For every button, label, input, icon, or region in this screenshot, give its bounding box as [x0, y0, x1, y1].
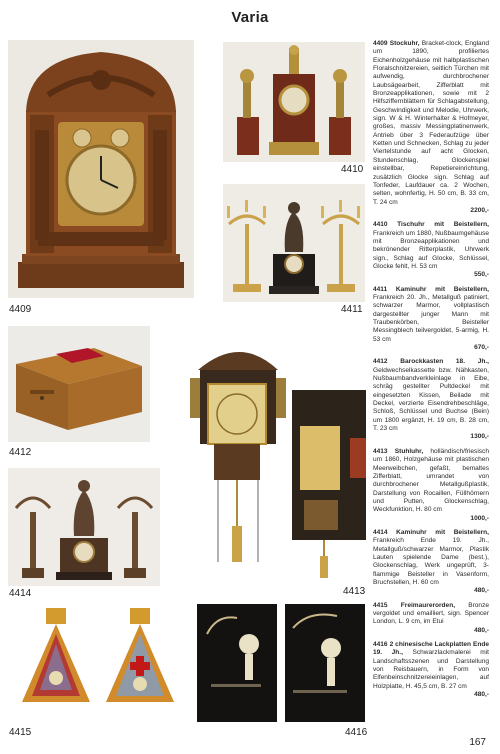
entry-4415 — [373, 602, 489, 635]
entry-title: Freimaurerorden, — [400, 601, 456, 609]
entry-price: 480,- — [474, 587, 489, 595]
photo-4412-baroque-box — [8, 326, 150, 442]
entry-text: Frankreich um 1880, Nußbaumgehäuse mit Bronzeapplikationen und bekrönender Ritterplastik, Uhrwerk sign., Schlag auf Glocke, Schlüssel, Glocke fehlt, H. 53 cm — [373, 229, 489, 270]
lot-number-4410: 4410 — [341, 164, 364, 175]
lot-number-4413: 4413 — [343, 586, 366, 597]
photo-4411-mantel-clock — [223, 184, 365, 302]
entry-price: 2200,- — [470, 206, 489, 214]
page-number: 167 — [469, 737, 486, 748]
photo-4413-stool-clock — [180, 330, 366, 582]
entry-text: holländisch/friesisch um 1860, Holzgehäuse mit plastischen Meerweibchen, gefaßt, bemaltes Zifferblatt, umrandet von durchbrochener Metallgußplastik, Darstellung von Rocaillen, Füllhörnern und Putten, Glockenschlag, Weckfunktion, H. 80 cm — [373, 447, 489, 514]
entry-text: Bronze vergoldet und emailliert, sign. Spencer London, L. 9 cm, im Etui — [373, 601, 489, 626]
entry-lot: 4409 — [373, 40, 388, 47]
entry-4413 — [373, 448, 489, 523]
entry-title: Stockuhr, — [389, 40, 420, 47]
entry-lot: 4410 — [373, 221, 388, 229]
entry-title: Stuhluhr, — [394, 447, 424, 455]
entry-4411 — [373, 286, 489, 353]
entry-lot: 4411 — [373, 285, 388, 293]
entry-price: 1300,- — [470, 433, 489, 441]
entry-4409 — [373, 40, 489, 215]
lot-number-4412: 4412 — [9, 447, 32, 458]
catalogue-entries — [373, 40, 489, 705]
entry-4410 — [373, 221, 489, 279]
entry-title: 2 chinesische Lackplatten Ende 19. Jh., — [373, 641, 489, 657]
entry-text: Frankreich 20. Jh., Metallguß patiniert, schwarzer Marmor, vollplastisch dargestellter junger Mann mit Traubenkörben, Beisteller Messingblech teilvergoldet, 5-armig, H. 53 cm — [373, 293, 489, 343]
entry-price: 1000,- — [470, 514, 489, 522]
entry-price: 480,- — [474, 626, 489, 634]
photo-4410-table-clock — [223, 42, 365, 162]
photo-4414-mantel-clock — [8, 468, 160, 586]
lot-number-4416: 4416 — [345, 727, 368, 738]
photo-4415-freemason-orders — [8, 604, 188, 726]
entry-price: 480,- — [474, 691, 489, 699]
lot-number-4414: 4414 — [9, 588, 32, 599]
entry-title: Kaminuhr mit Beistellern, — [395, 285, 490, 293]
page-title: Varia — [231, 9, 269, 26]
entry-4414 — [373, 529, 489, 596]
entry-lot: 4413 — [373, 447, 388, 455]
lot-number-4411: 4411 — [341, 304, 363, 315]
entry-4416 — [373, 641, 489, 699]
entry-title: Barockkasten 18. Jh., — [400, 358, 489, 366]
entry-price: 670,- — [474, 344, 489, 352]
entry-text: Schwarzlackmalerei mit Landschaftsszenen und Darstellung von Reisbauern, in Form von Elfenbeinschnitzereieinlagen, auf Holzplatte, H. 45,5 cm, B. 27 cm — [373, 649, 489, 690]
entry-lot: 4412 — [373, 358, 388, 366]
entry-price: 550,- — [474, 271, 489, 279]
entry-lot: 4416 — [373, 641, 388, 649]
entry-lot: 4415 — [373, 601, 388, 609]
photo-4416-lacquer-panels — [197, 604, 367, 724]
entry-title: Kaminuhr mit Beistellern, — [396, 528, 490, 536]
lot-number-4409: 4409 — [9, 304, 32, 315]
entry-text: Geldwechselkassette bzw. Nähkasten, Nußbaumbandverkleinlage in Eibe, schräg gestellter Pultdeckel mit eingesetzten Kissen, Beilade mit Deckel, verzierte Eisendrehbeschläge, Schloß, Schlüssel und Buchse (Bein) um 1800 ergänzt, H. 19 cm, B. 28 cm, T. 23 cm — [373, 366, 489, 433]
entry-4412 — [373, 358, 489, 441]
entry-text: Frankreich Ende 19. Jh., Metallguß/schwarzer Marmor, Plastik Lauten spielende Dame (best.), Glockenschlag, Werk ungeprüft, 3-flammige Beisteller in Vasenform, Bruchstellen, H. 60 cm — [373, 537, 489, 586]
entry-text: Bracket-clock, England um 1890, profiliertes Eichenholzgehäuse mit halbplastischen Floralschnitzereien, seitlich Türchen mit aufwendig, durchbrochener Laubsägearbeit, Zifferblatt mit Bronzeapplikationen, sowie mit 2 Hilfsziffernblättern für Schlagabstellung, Geschwindigkeit und Melodie, Uhrwerk, sign. W & H. Winterhalter & Hofmeyer, großes, massiv Messingplatinenwerk, Antrieb über 3 Federaufzüge über Ketten und Schnecken, Schlag zu jeder Viertelstunde auf acht Glocken, Stundenschlag, Glockenspiel einstellbar, Repetiereinrichtung, zusätzlich Glocke sign. Schlag auf Tonfeder, Laufdauer ca. 2 Wochen, selten, wohnfertig, H. 50 cm, B. 33 cm, T. 24 cm — [373, 40, 489, 206]
entry-lot: 4414 — [373, 528, 388, 536]
entry-title: Tischuhr mit Beistellern, — [397, 221, 489, 229]
lot-number-4415: 4415 — [9, 727, 32, 738]
photo-4409-bracket-clock — [8, 40, 194, 298]
